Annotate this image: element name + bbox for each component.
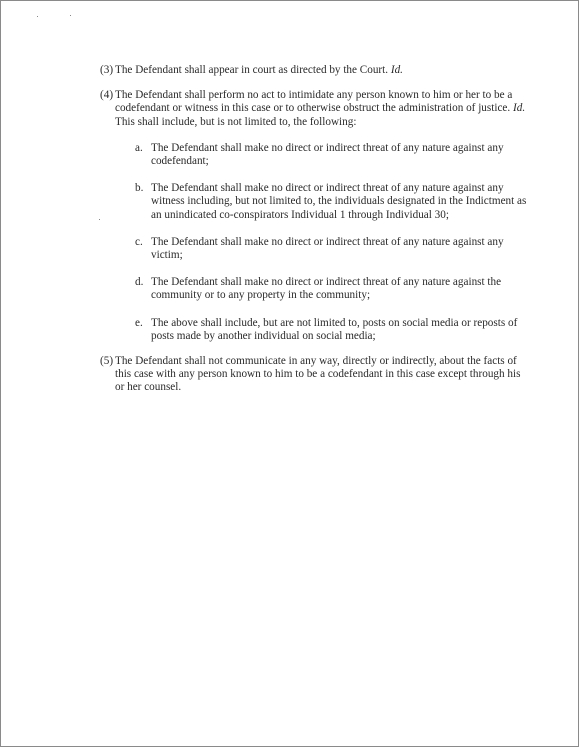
paragraph-number: (4)	[100, 89, 114, 102]
item-letter: d.	[135, 276, 144, 289]
paragraph-number: (3)	[100, 64, 114, 76]
list-item-a	[97, 142, 527, 168]
item-letter: e.	[135, 316, 143, 329]
list-item-c	[97, 236, 527, 262]
paragraph-5	[97, 355, 527, 395]
paragraph-text: The Defendant shall appear in court as directed by the Court.	[115, 64, 389, 76]
scan-speck	[70, 15, 71, 16]
list-item-b	[97, 182, 527, 222]
citation: Id.	[513, 102, 526, 115]
paragraph-4	[97, 89, 527, 129]
item-text: The above shall include, but are not limited to, posts on social media or reposts of posts made by another individual on social media;	[151, 316, 518, 342]
item-text: The Defendant shall make no direct or indirect threat of any nature against any victim;	[151, 235, 504, 262]
paragraph-text: The Defendant shall perform no act to intimidate any person known to him or her to be a codefendant or witness in this case or to otherwise obstruct the administration of justice.	[115, 89, 513, 115]
item-letter: a.	[135, 141, 143, 154]
list-item-e	[97, 317, 527, 343]
citation: Id.	[390, 64, 403, 76]
item-letter: c.	[135, 235, 143, 248]
item-text: The Defendant shall make no direct or indirect threat of any nature against any witness including, but not limited to, the individuals designated in the Indictment as an unindicated co-conspirators Individual 1 through Individual 30;	[151, 182, 527, 221]
item-text: The Defendant shall make no direct or indirect threat of any nature against the community or to any property in the community;	[151, 276, 502, 302]
item-text: The Defendant shall make no direct or indirect threat of any nature against any codefendant;	[151, 141, 504, 168]
paragraph-3	[97, 64, 527, 77]
scan-speck	[37, 16, 38, 17]
paragraph-number: (5)	[100, 355, 114, 368]
sub-item-list	[97, 142, 527, 343]
item-letter: b.	[135, 182, 144, 195]
paragraph-text-continued: This shall include, but is not limited to, the following:	[115, 115, 357, 128]
paragraph-text: The Defendant shall not communicate in any way, directly or indirectly, about the facts of this case with any person known to him to be a codefendant in this case except through his or her counsel.	[115, 355, 521, 394]
document-body	[97, 64, 527, 407]
list-item-d	[97, 276, 527, 302]
